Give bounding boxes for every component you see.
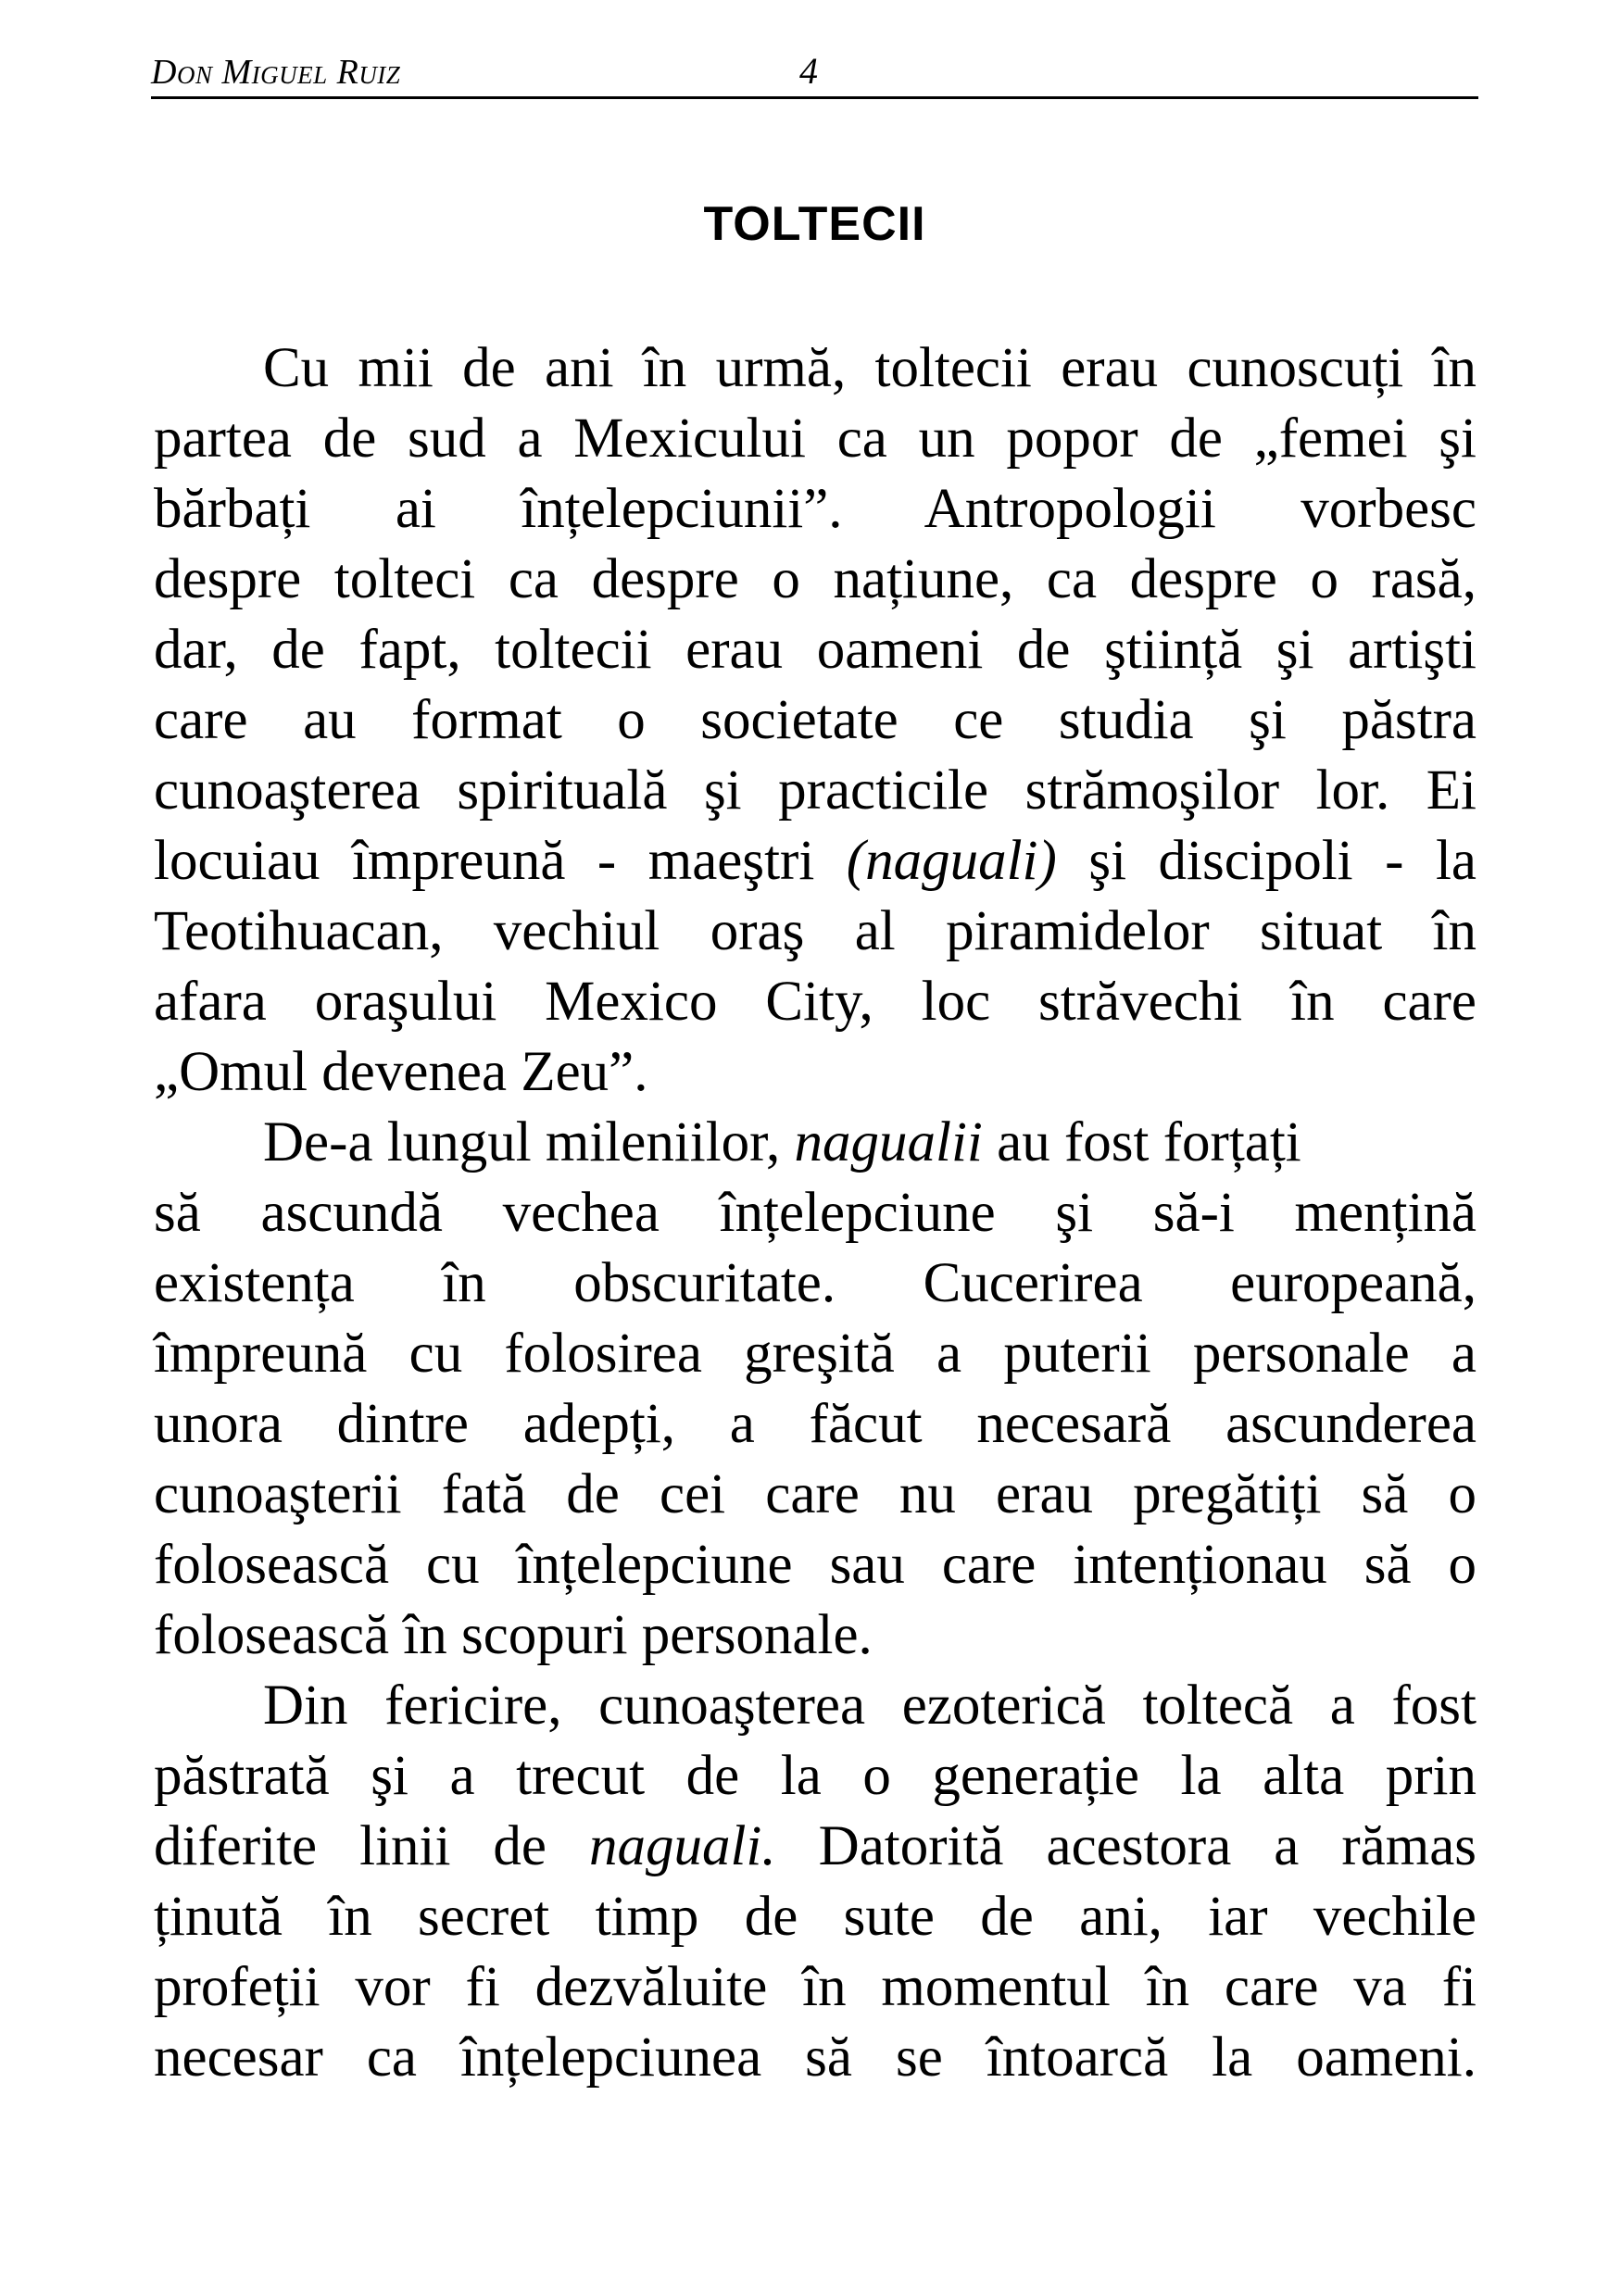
chapter-body — [154, 333, 1476, 2093]
text-segment: au fost forțați — [982, 1111, 1301, 1173]
text-line — [154, 333, 1476, 404]
text-line — [154, 404, 1476, 474]
text-segment: existența în obscuritate. Cucerirea europeană, — [154, 1252, 1476, 1314]
text-line — [154, 685, 1476, 756]
text-segment: şi discipoli - la — [1056, 830, 1476, 892]
text-line — [154, 1460, 1476, 1530]
text-segment: folosească cu înțelepciune sau care intenționau să o — [154, 1534, 1476, 1596]
text-segment: Datorită acestora a rămas — [775, 1815, 1477, 1877]
text-line — [154, 826, 1476, 897]
text-segment: Teotihuacan, vechiul oraş al piramidelor situat în — [154, 900, 1476, 962]
text-line — [154, 474, 1476, 545]
text-line — [154, 1037, 1476, 1108]
text-segment: unora dintre adepți, a făcut necesară ascunderea — [154, 1393, 1476, 1455]
text-line — [154, 1389, 1476, 1460]
text-segment: împreună cu folosirea greşită a puterii personale a — [154, 1323, 1476, 1385]
text-segment: „Omul devenea Zeu”. — [154, 1041, 648, 1103]
text-line — [154, 897, 1476, 967]
text-segment: folosească în scopuri personale. — [154, 1604, 873, 1666]
text-line — [154, 1178, 1476, 1248]
text-segment: bărbați ai înțelepciunii”. Antropologii vorbesc — [154, 478, 1476, 540]
body-paragraph — [154, 1108, 1476, 1671]
italic-term: nagualii — [794, 1111, 983, 1173]
text-line — [154, 1108, 1476, 1178]
text-line — [154, 1741, 1476, 1812]
running-header — [151, 44, 1478, 99]
body-paragraph — [154, 1671, 1476, 2093]
text-segment: să ascundă vechea înțelepciune şi să-i mențină — [154, 1182, 1476, 1244]
text-segment: cunoaşterii fată de cei care nu erau pregătiți să o — [154, 1463, 1476, 1525]
italic-term: (naguali) — [846, 830, 1057, 892]
text-line — [154, 967, 1476, 1037]
header-author: Don Miguel Ruiz — [151, 53, 401, 92]
text-segment: dar, de fapt, toltecii erau oameni de ştiință şi artişti — [154, 619, 1476, 681]
text-line — [154, 1952, 1476, 2023]
text-segment: profeții vor fi dezvăluite în momentul în care va fi — [154, 1956, 1476, 2018]
text-line — [154, 1319, 1476, 1389]
text-line — [154, 2023, 1476, 2093]
text-line — [154, 615, 1476, 685]
chapter-title: TOLTECII — [703, 197, 926, 251]
text-segment: păstrată şi a trecut de la o generație la alta prin — [154, 1745, 1476, 1807]
text-line — [154, 1812, 1476, 1882]
text-segment: partea de sud a Mexicului ca un popor de „femei şi — [154, 408, 1476, 470]
text-segment: ținută în secret timp de sute de ani, iar vechile — [154, 1886, 1476, 1948]
text-segment: despre tolteci ca despre o națiune, ca despre o rasă, — [154, 548, 1476, 610]
text-segment: Cu mii de ani în urmă, toltecii erau cunoscuți în — [263, 337, 1476, 399]
text-line — [154, 756, 1476, 826]
text-line — [154, 1248, 1476, 1319]
text-segment: De-a lungul mileniilor, — [263, 1111, 795, 1173]
text-segment: Din fericire, cunoaşterea ezoterică toltecă a fost — [263, 1675, 1476, 1737]
text-line — [154, 1600, 1476, 1671]
text-segment: care au format o societate ce studia şi păstra — [154, 689, 1476, 751]
text-segment: cunoaşterea spirituală şi practicile strămoşilor lor. Ei — [154, 759, 1476, 822]
text-segment: necesar ca înțelepciunea să se întoarcă la oameni. — [154, 2026, 1476, 2089]
text-line — [154, 1671, 1476, 1741]
text-line — [154, 545, 1476, 615]
text-segment: afara oraşului Mexico City, loc străvechi în care — [154, 971, 1476, 1033]
text-line — [154, 1882, 1476, 1952]
italic-term: naguali. — [588, 1815, 776, 1877]
text-line — [154, 1530, 1476, 1600]
page-number: 4 — [799, 50, 818, 92]
text-segment: diferite linii de — [154, 1815, 589, 1877]
text-segment: locuiau împreună - maeştri — [154, 830, 847, 892]
body-paragraph — [154, 333, 1476, 1108]
